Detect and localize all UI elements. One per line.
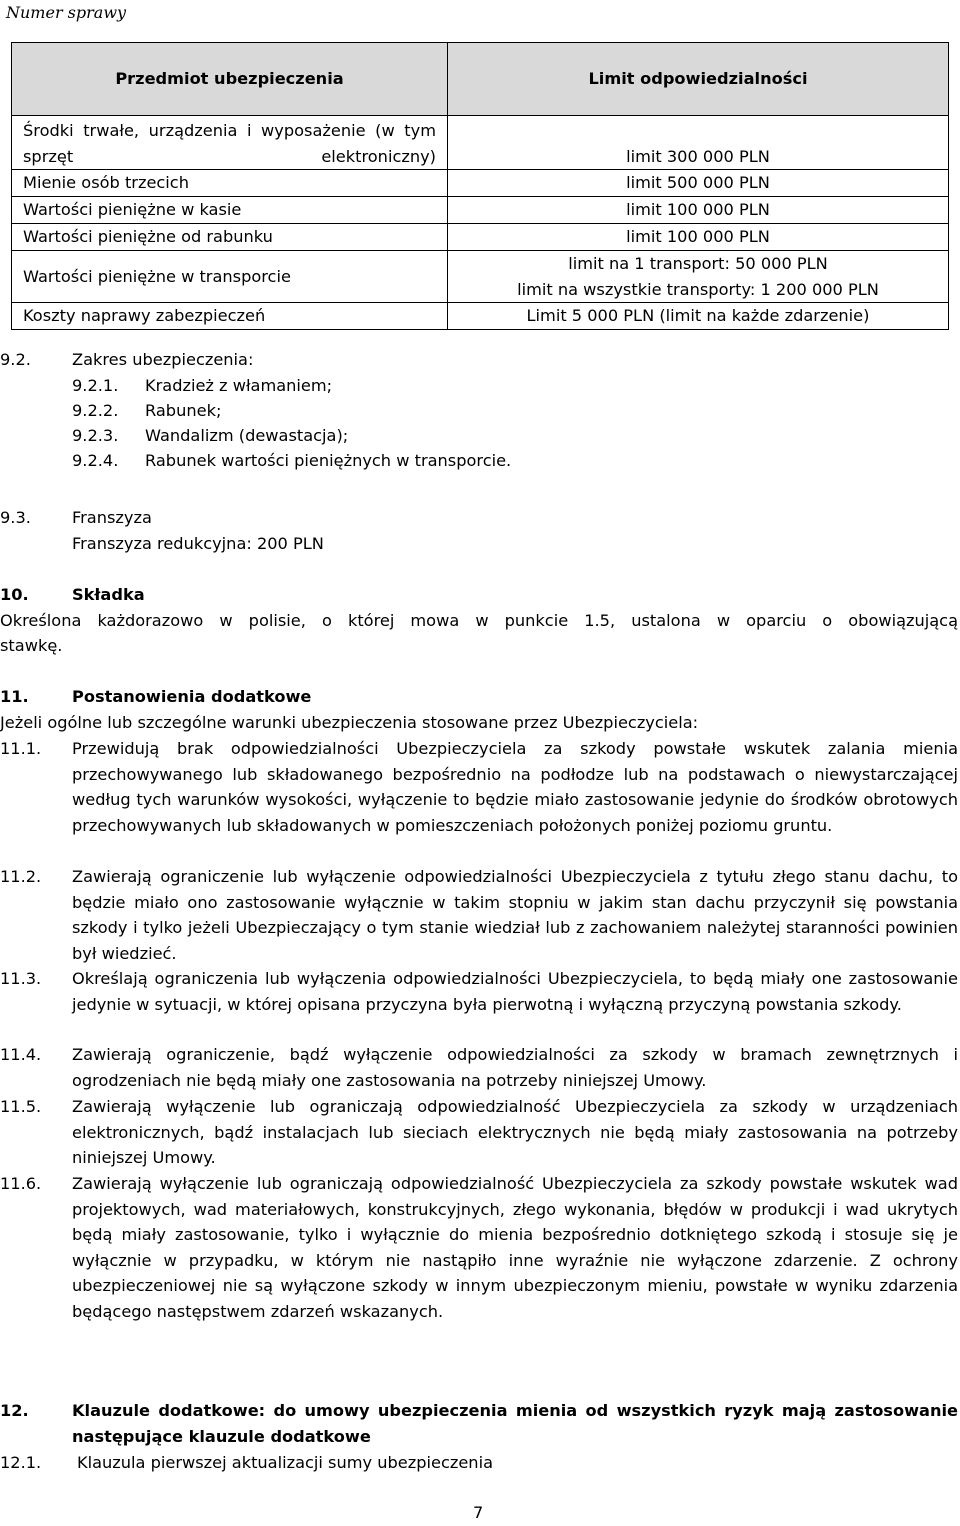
table-row: [12, 116, 949, 170]
list-item-number: 11.6.: [0, 1174, 42, 1193]
table-header-row: [12, 43, 949, 116]
list-item-number: 12.1.: [0, 1453, 42, 1472]
list-item-number: 11.3.: [0, 969, 42, 988]
section-title: Postanowienia dodatkowe: [72, 687, 312, 706]
section-number: 12.: [0, 1401, 29, 1420]
list-item-text: Zawierają wyłączenie lub ograniczają odpowiedzialność Ubezpieczyciela za szkody w urządzeniach elektronicznych, bądź instalacjach lub sieciach elektrycznych nie będą miały zastosowania na potrzeby niniejszej Umowy.: [72, 1097, 958, 1167]
section-number: 9.2.: [0, 350, 31, 369]
list-item-text: Zawierają wyłączenie lub ograniczają odpowiedzialność Ubezpieczyciela za szkody powstałe wskutek wad projektowych, wad materiałowych, konstrukcyjnych, złego wykonania, błędów w produkcji i wad ukrytych będą miały zastosowanie, tylko i wyłącznie do mienia bezpośrednio dotkniętego szkodą i stosuje się je wyłącznie w przypadku, w którym nie nastąpiło inne wyraźnie nie wyłączone zdarzenie. Z ochrony ubezpieczeniowej nie są wyłączone szkody w innym ubezpieczonym mieniu, powstałe w wyniku zdarzenia będącego następstwem zdarzeń wskazanych.: [72, 1174, 958, 1321]
section-number: 11.: [0, 687, 29, 706]
page-number: 7: [473, 1503, 484, 1522]
section-text: stawkę.: [0, 636, 63, 655]
section-title: Zakres ubezpieczenia:: [72, 350, 254, 369]
section-text: Franszyza redukcyjna: 200 PLN: [72, 534, 324, 553]
table-cell-subject: Wartości pieniężne w kasie: [12, 197, 448, 224]
column-header-subject: Przedmiot ubezpieczenia: [12, 43, 448, 116]
list-item-number: 11.2.: [0, 867, 42, 886]
list-item-number: 11.4.: [0, 1045, 42, 1064]
section-title: Klauzule dodatkowe: do umowy ubezpieczenia mienia od wszystkich ryzyk mają zastosowanie następujące klauzule dodatkowe: [72, 1401, 958, 1446]
table-row: [12, 224, 949, 251]
section-intro: Jeżeli ogólne lub szczególne warunki ubezpieczenia stosowane przez Ubezpieczyciela:: [0, 713, 699, 732]
list-item-text: Klauzula pierwszej aktualizacji sumy ubezpieczenia: [77, 1453, 493, 1472]
list-item-text: Kradzież z włamaniem;: [145, 376, 333, 395]
table-row: [12, 197, 949, 224]
table-cell-limit: limit 500 000 PLN: [448, 170, 949, 197]
list-item-number: 11.1.: [0, 739, 42, 758]
section-text: Określona każdorazowo w polisie, o której mowa w punkcie 1.5, ustalona w oparciu o obowiązującą: [0, 611, 958, 630]
list-item-text: Zawierają ograniczenie lub wyłączenie odpowiedzialności Ubezpieczyciela z tytułu złego stanu dachu, to będzie miało ono zastosowanie wyłącznie w takim stopniu w jakim stan dachu przyczynił się powstania szkody i tylko jeżeli Ubezpieczający o tym stanie wiedział lub z zachowaniem należytej staranności powinien był wiedzieć.: [72, 867, 958, 963]
list-item-number: 9.2.1.: [72, 376, 119, 395]
table-cell-limit: limit 100 000 PLN: [448, 197, 949, 224]
section-title: Składka: [72, 585, 145, 604]
table-cell-subject: Wartości pieniężne od rabunku: [12, 224, 448, 251]
section-number: 10.: [0, 585, 29, 604]
table-cell-limit-secondary: limit na wszystkie transporty: 1 200 000 PLN: [517, 279, 879, 299]
coverage-table: [11, 42, 949, 330]
table-cell-subject: Koszty naprawy zabezpieczeń: [12, 303, 448, 330]
table-cell-limit: limit na 1 transport: 50 000 PLN: [568, 254, 828, 273]
list-item-number: 9.2.3.: [72, 426, 119, 445]
case-number-label: Numer sprawy: [6, 3, 127, 22]
list-item-number: 9.2.2.: [72, 401, 119, 420]
table-row: [12, 251, 949, 303]
column-header-limit: Limit odpowiedzialności: [448, 43, 949, 116]
section-number: 9.3.: [0, 508, 31, 527]
list-item-text: Wandalizm (dewastacja);: [145, 426, 349, 445]
list-item-number: 11.5.: [0, 1097, 42, 1116]
table-cell-subject: Mienie osób trzecich: [12, 170, 448, 197]
list-item-text: Przewidują brak odpowiedzialności Ubezpieczyciela za szkody powstałe wskutek zalania mienia przechowywanego lub składowanego bezpośrednio na podłodze lub na podstawach o niewystarczającej według tych warunków wysokości, wyłączenie to będzie miało zastosowanie jedynie do środków obrotowych przechowywanych lub składowanych w pomieszczeniach położonych poniżej poziomu gruntu.: [72, 739, 958, 835]
list-item-text: Rabunek wartości pieniężnych w transporcie.: [145, 451, 512, 470]
table-cell-subject: Środki trwałe, urządzenia i wyposażenie (w tym sprzęt elektroniczny): [23, 121, 436, 166]
list-item-number: 9.2.4.: [72, 451, 119, 470]
table-cell-subject: Wartości pieniężne w transporcie: [12, 251, 448, 303]
table-cell-limit: limit 100 000 PLN: [448, 224, 949, 251]
list-item-text: Rabunek;: [145, 401, 222, 420]
table-row: [12, 170, 949, 197]
table-cell-limit: limit 300 000 PLN: [448, 116, 949, 170]
section-title: Franszyza: [72, 508, 152, 527]
list-item-text: Zawierają ograniczenie, bądź wyłączenie odpowiedzialności za szkody w bramach zewnętrznych i ogrodzeniach nie będą miały one zastosowania na potrzeby niniejszej Umowy.: [72, 1045, 958, 1090]
table-row: [12, 303, 949, 330]
table-cell-limit: Limit 5 000 PLN (limit na każde zdarzenie): [448, 303, 949, 330]
list-item-text: Określają ograniczenia lub wyłączenia odpowiedzialności Ubezpieczyciela, to będą miały one zastosowanie jedynie w sytuacji, w której opisana przyczyna była pierwotną i wyłączną przyczyną powstania szkody.: [72, 969, 958, 1014]
